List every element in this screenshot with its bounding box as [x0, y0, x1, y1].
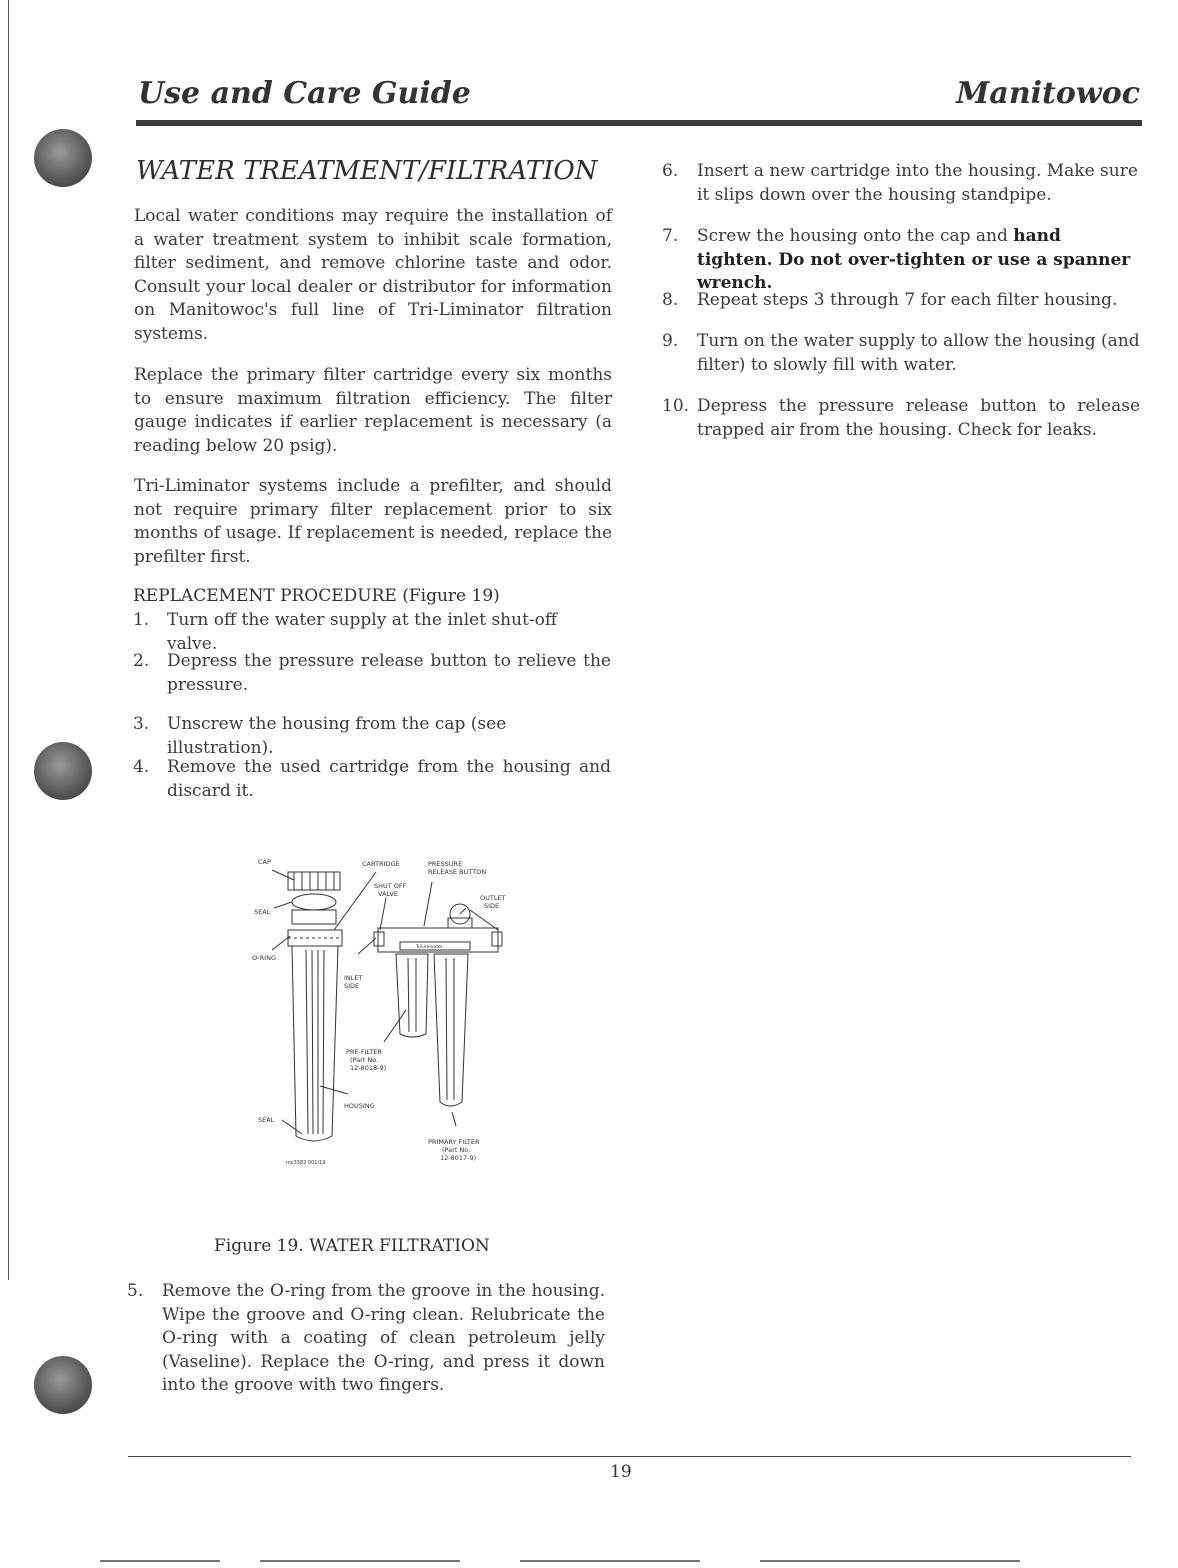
step-item	[133, 650, 611, 697]
label-outlet-1: OUTLET	[480, 894, 506, 902]
label-prefilter-1: PRE-FILTER	[346, 1048, 382, 1056]
cap-shape	[288, 872, 340, 890]
step-number: 1.	[133, 610, 150, 630]
scan-edge-mark	[760, 1560, 1020, 1562]
step-text: Screw the housing onto the cap and	[697, 226, 1014, 246]
step-item	[662, 160, 1140, 207]
procedure-heading-text: REPLACEMENT PROCEDURE	[133, 586, 397, 606]
step-item	[133, 756, 611, 803]
procedure-heading	[133, 586, 500, 606]
step-number: 8.	[662, 290, 679, 310]
step-text: Remove the used cartridge from the housing and discard it.	[167, 757, 611, 801]
label-housing: HOUSING	[344, 1102, 375, 1110]
label-shutoff-1: SHUT OFF	[374, 882, 407, 890]
label-cap: CAP	[258, 858, 271, 866]
step-item	[662, 330, 1140, 377]
step-number: 6.	[662, 161, 679, 181]
label-cartridge: CARTRIDGE	[362, 860, 400, 868]
label-o-ring: O-RING	[252, 954, 276, 962]
seal-shape	[292, 894, 336, 910]
step-number: 4.	[133, 757, 150, 777]
label-inlet-1: INLET	[344, 974, 363, 982]
label-seal-bottom: SEAL	[258, 1116, 275, 1124]
paragraph-intro: Local water conditions may require the installation of a water treatment system to inhibit scale formation, filter sediment, and remove chlorine taste and odor. Consult your local dealer or distributor for information on Manitowoc's full line of Tri-Liminator filtration systems.	[134, 206, 612, 344]
step-text: Remove the O-ring from the groove in the housing. Wipe the groove and O-ring clean. Relubricate the O-ring with a coating of clean petroleum jelly (Vaseline). Replace the O-ring, and press it down into the groove with two fingers.	[162, 1281, 605, 1395]
step-text-bold: hand tighten. Do not over-tighten or use a spanner wrench.	[697, 226, 1131, 293]
page-edge-line	[8, 0, 9, 1280]
step-text: Depress the pressure release button to relieve the pressure.	[167, 651, 611, 695]
step-item	[133, 609, 611, 656]
step-text-wrapper	[697, 225, 1140, 296]
step-number: 7.	[662, 226, 679, 246]
label-prefilter-3: 12-8018-9)	[350, 1064, 387, 1072]
paragraph-prefilter: Tri-Liminator systems include a prefilter, and should not require primary filter replacement prior to six months of usage. If replacement is needed, replace the prefilter first.	[134, 476, 612, 567]
section-title: WATER TREATMENT/FILTRATION	[136, 156, 598, 186]
step-number: 10.	[662, 396, 690, 416]
step-item	[662, 289, 1140, 313]
header-rule	[136, 120, 1142, 126]
scan-edge-mark	[100, 1560, 220, 1562]
label-primary-1: PRIMARY FILTER	[428, 1138, 480, 1146]
label-primary-2: (Part No.	[442, 1146, 471, 1154]
step-item	[662, 225, 1140, 296]
step-text: Unscrew the housing from the cap (see illustration).	[167, 714, 507, 758]
header-brand: Manitowoc	[956, 76, 1140, 111]
step-item	[133, 713, 611, 760]
binder-hole-bottom	[34, 1356, 92, 1414]
prefilter-housing	[396, 954, 428, 1037]
footer-rule	[128, 1456, 1131, 1457]
header-guide-title: Use and Care Guide	[138, 76, 471, 111]
label-pressure-1: PRESSURE	[428, 860, 463, 868]
binder-hole-middle	[34, 742, 92, 800]
step-number: 3.	[133, 714, 150, 734]
label-prefilter-2: (Part No.	[350, 1056, 379, 1064]
water-filtration-diagram	[250, 850, 530, 1180]
step-text: Turn on the water supply to allow the housing (and filter) to slowly fill with water.	[697, 331, 1140, 375]
label-figure-code: mc3382 001/19	[286, 1160, 326, 1166]
scan-edge-mark	[520, 1560, 700, 1562]
step-number: 9.	[662, 331, 679, 351]
label-primary-3: 12-8017-9)	[440, 1154, 477, 1162]
housing-shape	[292, 946, 338, 1141]
step-text: Insert a new cartridge into the housing. Make sure it slips down over the housing standpipe.	[697, 161, 1138, 205]
binder-hole-top	[34, 129, 92, 187]
step-item	[662, 395, 1140, 442]
step-text: Turn off the water supply at the inlet shut-off valve.	[167, 610, 557, 654]
label-seal-top: SEAL	[254, 908, 271, 916]
figure-caption: Figure 19. WATER FILTRATION	[214, 1236, 490, 1256]
procedure-figure-ref: (Figure 19)	[402, 586, 500, 606]
step-text: Depress the pressure release button to release trapped air from the housing. Check for leaks.	[697, 396, 1140, 440]
label-shutoff-2: VALVE	[378, 890, 398, 898]
step-text: Repeat steps 3 through 7 for each filter housing.	[697, 290, 1118, 310]
label-brand: TriLiminator	[416, 945, 443, 950]
step-number: 2.	[133, 651, 150, 671]
step-item	[127, 1280, 605, 1398]
label-inlet-2: SIDE	[344, 982, 360, 990]
page-number: 19	[610, 1462, 632, 1482]
paragraph-replace: Replace the primary filter cartridge every six months to ensure maximum filtration efficiency. The filter gauge indicates if earlier replacement is necessary (a reading below 20 psig).	[134, 365, 612, 456]
step-number: 5.	[127, 1281, 144, 1301]
scan-edge-mark	[260, 1560, 460, 1562]
label-pressure-2: RELEASE BUTTON	[428, 868, 487, 876]
label-outlet-2: SIDE	[484, 902, 500, 910]
primary-filter-housing	[434, 954, 468, 1106]
